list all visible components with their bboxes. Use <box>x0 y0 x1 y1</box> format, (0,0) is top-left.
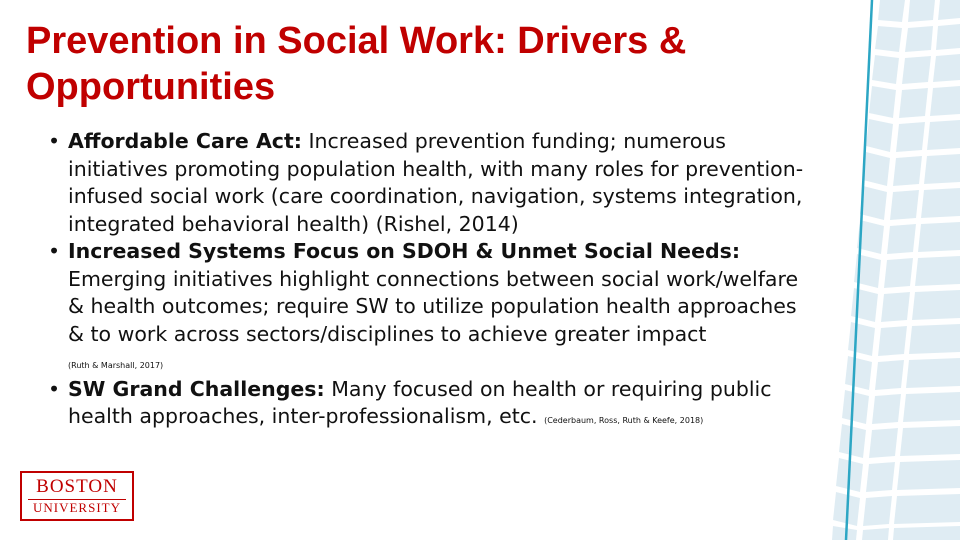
boston-university-logo <box>20 471 134 521</box>
bullet-marker: • <box>48 129 61 153</box>
bullet-item-grand-challenges <box>48 376 808 431</box>
bullet-item-affordable-care-act <box>48 128 808 238</box>
bullet-heading: Affordable Care Act: <box>68 129 302 153</box>
citation: (Ruth & Marshall, 2017) <box>68 361 164 370</box>
bullet-text: Many focused on health or requiring public health approaches, inter-professionalism, etc. <box>68 376 772 428</box>
bullet-heading: SW Grand Challenges: <box>68 376 325 401</box>
bullet-heading: Increased Systems Focus on SDOH & Unmet Social Needs: <box>68 239 741 263</box>
logo-text-line1: BOSTON <box>36 476 118 497</box>
logo-text-line2: UNIVERSITY <box>28 499 126 516</box>
bullet-item-systems-focus <box>48 238 808 376</box>
bullet-text: Emerging initiatives highlight connections between social work/welfare & health outcomes; require SW to utilize population health approaches & to work across sectors/disciplines to achieve greater impact <box>68 266 799 346</box>
slide-title: Prevention in Social Work: Drivers & Opportunities <box>26 20 687 108</box>
bullet-marker: • <box>48 376 61 401</box>
citation: (Cederbaum, Ross, Ruth & Keefe, 2018) <box>544 416 704 425</box>
bullet-list <box>48 128 808 431</box>
bullet-text: Increased prevention funding; numerous initiatives promoting population health, with many roles for prevention-infused social work (care coordination, navigation, systems integration, integrated behavioral health) (Rishel, 2014) <box>68 129 804 236</box>
bullet-marker: • <box>48 239 61 263</box>
